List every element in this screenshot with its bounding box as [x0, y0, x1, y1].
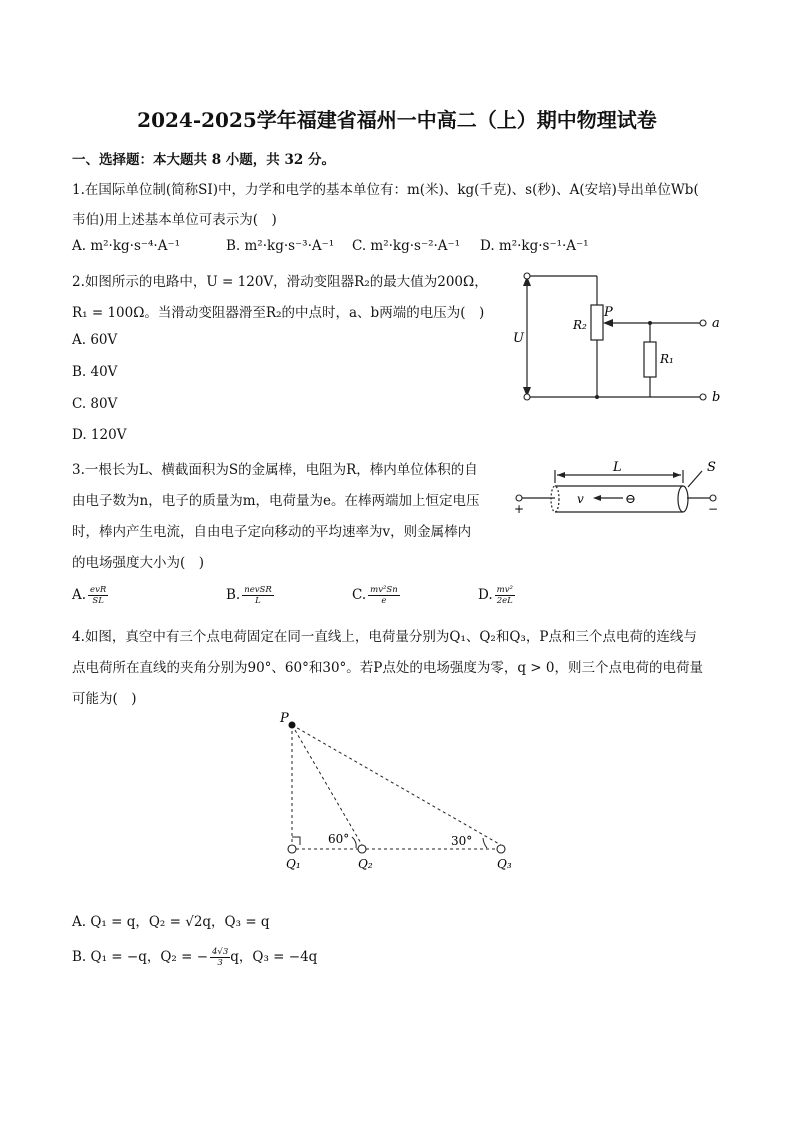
charge-Q3 — [497, 845, 505, 853]
q2-option-c: C. 80V — [72, 396, 118, 412]
q4-stem-line2: 点电荷所在直线的夹角分别为90°、60°和30°。若P点处的电场强度为零，q > 0，则三个点电荷的电荷量 — [72, 660, 703, 676]
q3-option-a: A. $\frac{\text{evR}}{SL}$ — [72, 585, 107, 606]
q4-stem-line3: 可能为( ) — [72, 691, 137, 707]
label-P: P — [604, 305, 613, 320]
q3-stem-line2: 由电子数为n，电子的质量为m，电荷量为e。在棒两端加上恒定电压 — [72, 493, 480, 509]
q2-circuit-diagram — [500, 265, 740, 415]
q3-stem-line1: 3.一根长为L、横截面积为S的金属棒，电阻为R，棒内单位体积的自 — [72, 462, 478, 478]
q1-option-b: B. m²·kg·s⁻³·A⁻¹ — [226, 238, 335, 254]
label-plus: + — [514, 502, 525, 516]
terminal-minus — [710, 495, 716, 501]
q1-stem-line2: 韦伯)用上述基本单位可表示为( ) — [72, 212, 277, 228]
q1-option-c: C. m²·kg·s⁻²·A⁻¹ — [352, 238, 461, 254]
q3-option-b: B. $\frac{\text{nevSR}}{L}$ — [226, 585, 272, 606]
label-R2: R₂ — [573, 318, 587, 332]
terminal-a — [700, 320, 706, 326]
label-v: v — [577, 492, 584, 506]
charge-Q2 — [358, 845, 366, 853]
label-Q2: Q₂ — [358, 857, 373, 871]
q1-stem-line1: 1.在国际单位制(简称SI)中，力学和电学的基本单位有：m(米)、kg(千克)、s(秒)、A(安培)导出单位Wb( — [72, 182, 699, 198]
page-title: 2024-2025学年福建省福州一中高二（上）期中物理试卷 — [137, 108, 657, 132]
point-P — [289, 722, 296, 729]
junction-dot — [595, 395, 599, 399]
velocity-arrow-icon — [593, 495, 601, 501]
angle-60: 60° — [328, 832, 350, 846]
label-Q1: Q₁ — [286, 857, 301, 871]
charge-Q1 — [288, 845, 296, 853]
q3-stem-line3: 时，棒内产生电流，自由电子定向移动的平均速率为v，则金属棒内 — [72, 524, 472, 540]
q2-stem-line2: R₁ = 100Ω。当滑动变阻器滑至R₂的中点时，a、b两端的电压为( ) — [72, 305, 485, 321]
label-S: S — [707, 460, 716, 475]
slider-arrow-icon — [603, 319, 613, 327]
terminal-plus — [516, 495, 522, 501]
label-U: U — [513, 331, 524, 346]
label-L: L — [613, 460, 622, 475]
angle-30: 30° — [451, 834, 473, 848]
q2-option-d: D. 120V — [72, 427, 127, 443]
label-R1: R₁ — [660, 352, 674, 366]
q4-stem-line1: 4.如图，真空中有三个点电荷固定在同一直线上，电荷量分别为Q₁、Q₂和Q₃，P点和三个点电荷的连线与 — [72, 629, 697, 645]
q4-charge-diagram — [270, 705, 530, 885]
electron-icon: ⊖ — [625, 492, 636, 507]
label-a: a — [712, 316, 720, 331]
terminal-bottom-left — [524, 394, 530, 400]
terminal-b — [700, 394, 706, 400]
label-Q3: Q₃ — [497, 857, 512, 871]
q4-option-b: B. Q₁ = −q，Q₂ = − $\frac{4√3}{3}$ q，Q₃ = −4q — [72, 947, 318, 968]
section-heading: 一、选择题：本大题共 8 小题，共 32 分。 — [72, 152, 335, 168]
dim-arrow-right-icon — [673, 472, 681, 478]
dim-arrow-left-icon — [557, 472, 565, 478]
q1-option-d: D. m²·kg·s⁻¹·A⁻¹ — [480, 238, 589, 254]
label-P: P — [280, 711, 289, 726]
q3-rod-diagram — [505, 455, 730, 525]
q2-stem-line1: 2.如图所示的电路中，U = 120V，滑动变阻器R₂的最大值为200Ω， — [72, 274, 488, 290]
q4-option-a: A. Q₁ = q，Q₂ = √2q，Q₃ = q — [72, 914, 270, 930]
q3-stem-line4: 的电场强度大小为( ) — [72, 555, 205, 571]
label-minus: − — [708, 502, 719, 516]
label-b: b — [712, 390, 721, 405]
junction-dot — [648, 321, 652, 325]
q1-option-a: A. m²·kg·s⁻⁴·A⁻¹ — [72, 238, 180, 254]
terminal-top-left — [524, 273, 530, 279]
q2-option-b: B. 40V — [72, 364, 118, 380]
q3-option-c: C. $\frac{\text{mv²Sn}}{e}$ — [352, 585, 398, 606]
q2-option-a: A. 60V — [72, 332, 118, 348]
q3-option-d: D. $\frac{\text{mv²}}{2eL}$ — [478, 585, 513, 606]
